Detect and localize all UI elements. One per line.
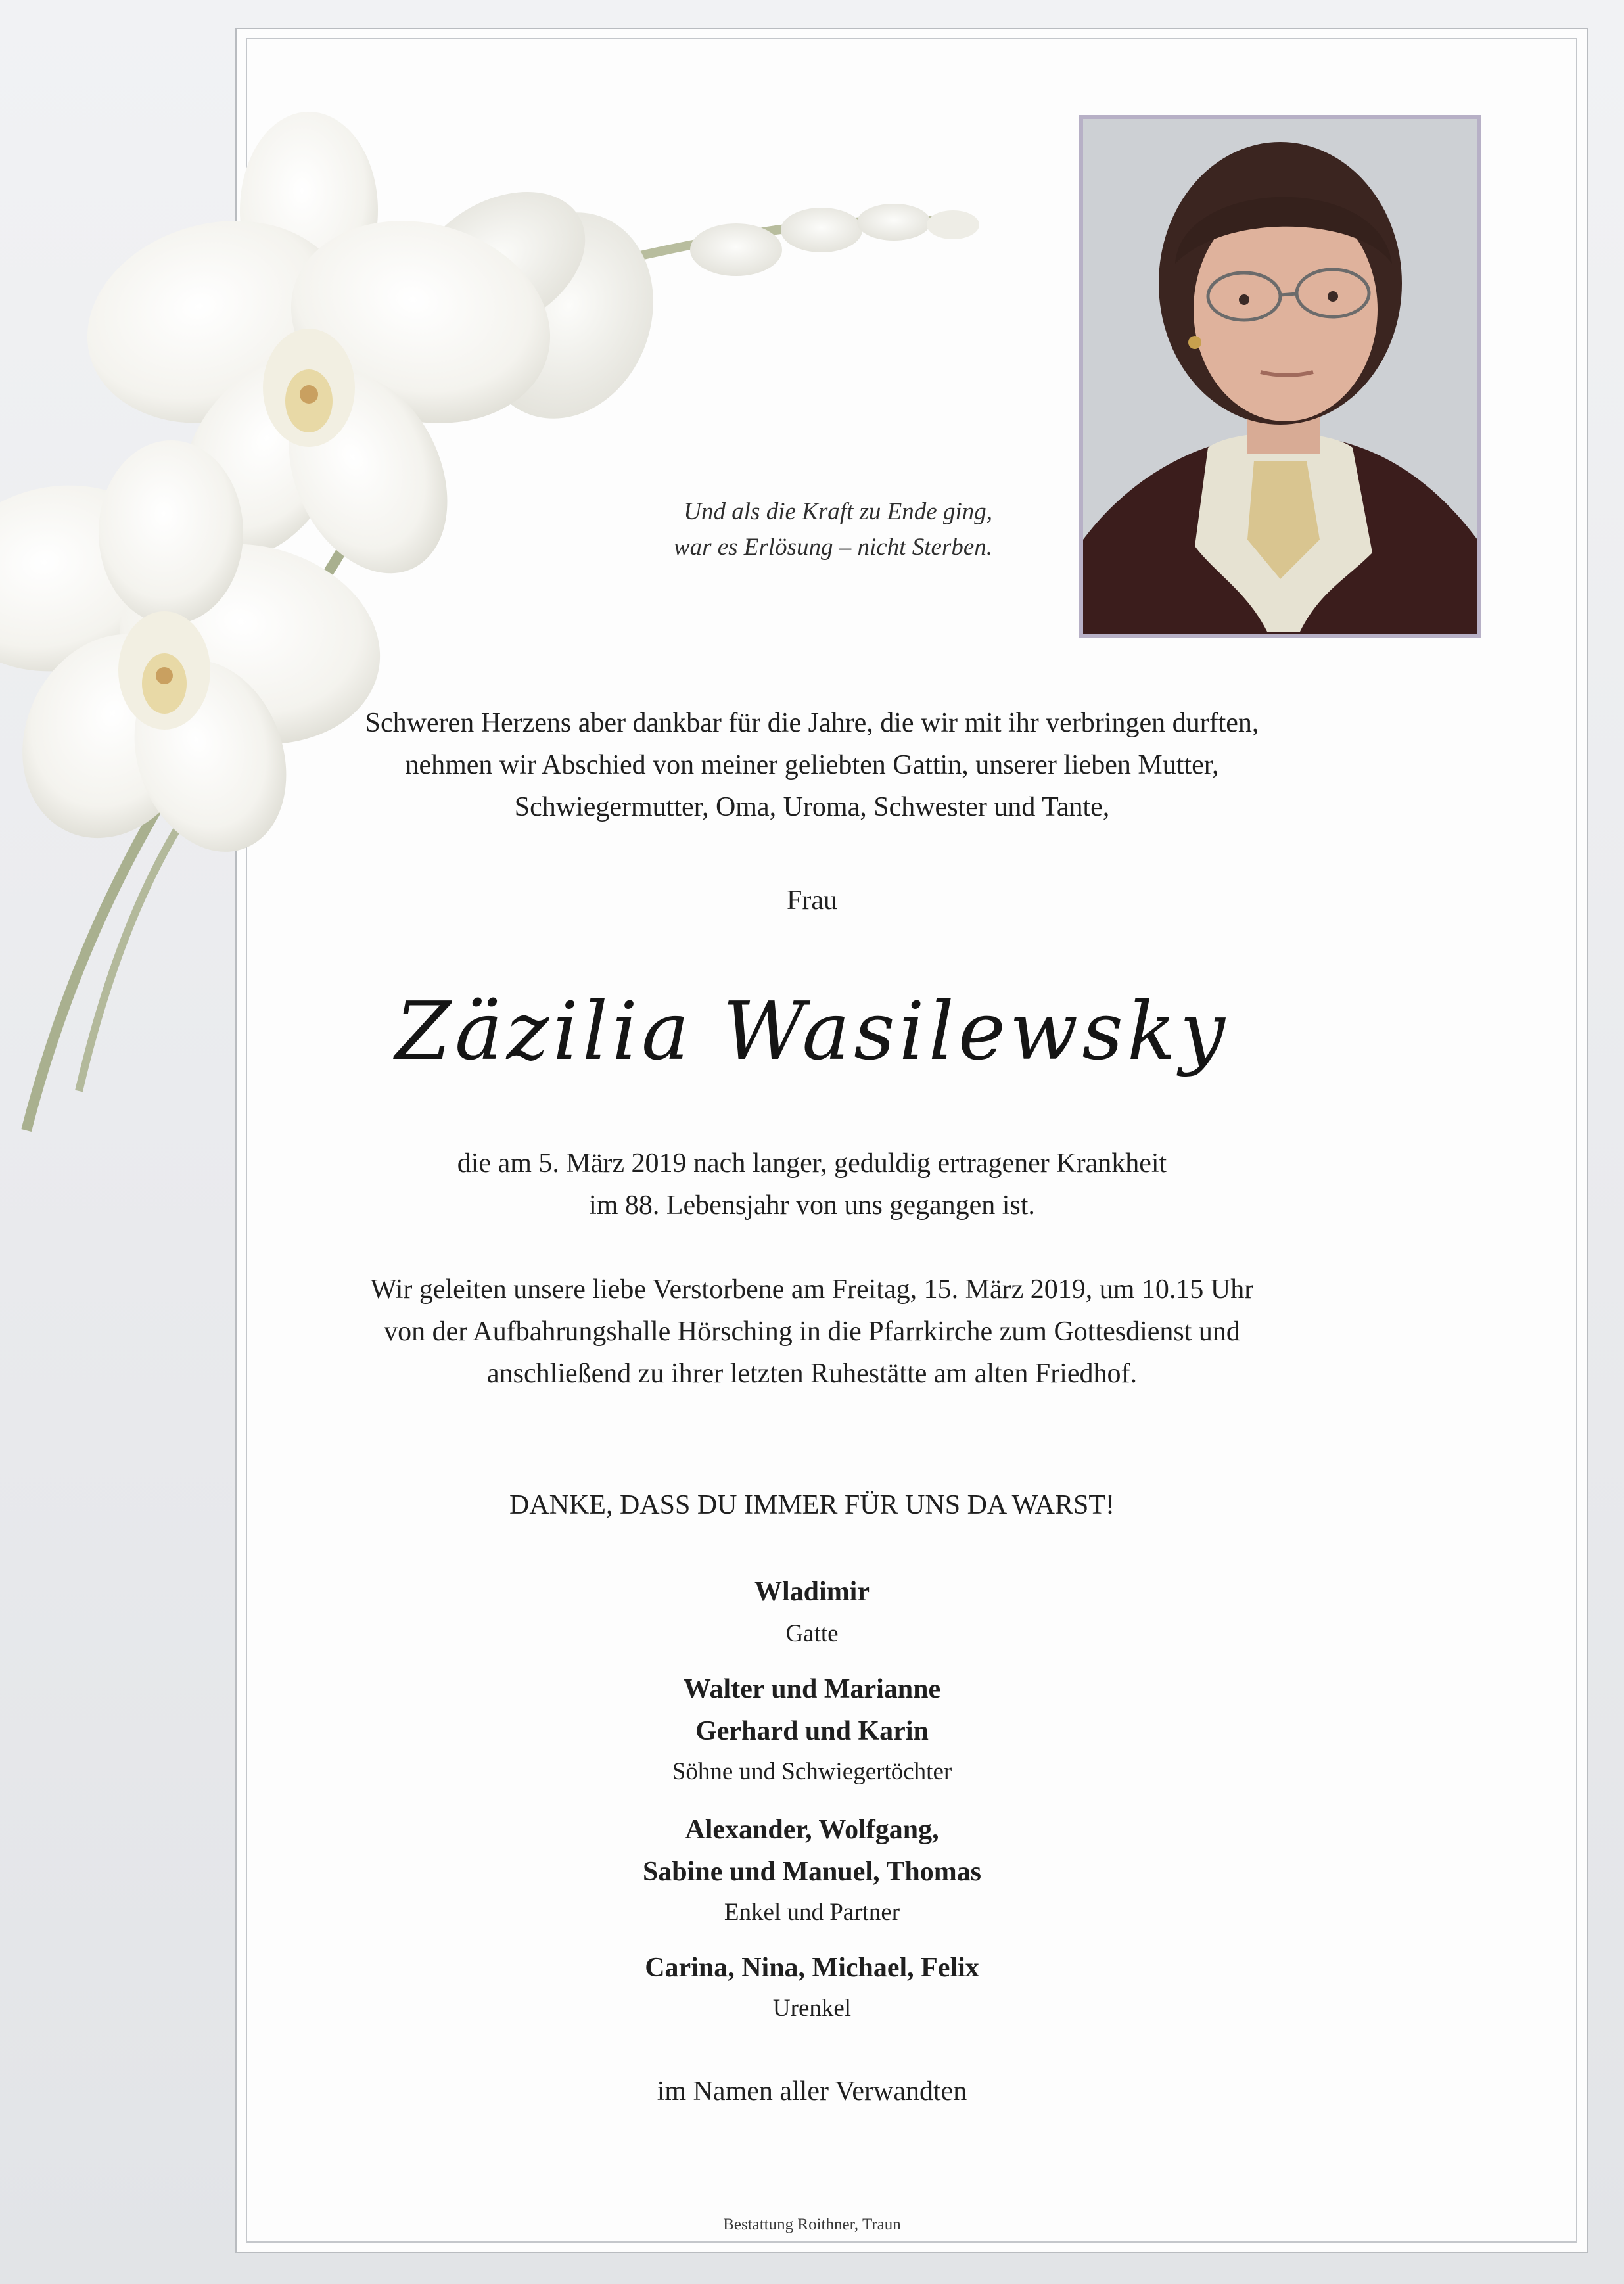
funeral-home-footer: Bestattung Roithner, Traun bbox=[723, 2216, 901, 2233]
mourner-name: Gerhard und Karin bbox=[695, 1716, 929, 1746]
intro-text-line: Schweren Herzens aber dankbar für die Jahre, die wir mit ihr verbringen durften, bbox=[365, 708, 1259, 738]
funeral-info-line: anschließend zu ihrer letzten Ruhestätte am alten Friedhof. bbox=[487, 1359, 1137, 1389]
mourner-role: Gatte bbox=[785, 1620, 839, 1647]
thanks-line: DANKE, DASS DU IMMER FÜR UNS DA WARST! bbox=[509, 1490, 1115, 1520]
intro-text-line: Schwiegermutter, Oma, Uroma, Schwester und Tante, bbox=[514, 792, 1110, 822]
funeral-info-line: von der Aufbahrungshalle Hörsching in die Pfarrkirche zum Gottesdienst und bbox=[384, 1317, 1240, 1347]
salutation: Frau bbox=[787, 885, 837, 916]
mourner-role: Söhne und Schwiegertöchter bbox=[672, 1758, 952, 1785]
death-info-line: im 88. Lebensjahr von uns gegangen ist. bbox=[589, 1190, 1035, 1221]
mourner-name: Carina, Nina, Michael, Felix bbox=[645, 1953, 979, 1983]
mourner-name: Walter und Marianne bbox=[683, 1674, 941, 1704]
death-info-line: die am 5. März 2019 nach langer, geduldig ertragener Krankheit bbox=[457, 1148, 1167, 1178]
mourner-name: Sabine und Manuel, Thomas bbox=[642, 1857, 982, 1887]
closing-line: im Namen aller Verwandten bbox=[657, 2076, 967, 2107]
portrait-photo bbox=[1079, 115, 1481, 638]
quote-line: Und als die Kraft zu Ende ging, bbox=[684, 498, 992, 525]
quote-line: war es Erlösung – nicht Sterben. bbox=[673, 534, 992, 561]
mourner-role: Enkel und Partner bbox=[724, 1899, 900, 1926]
mourner-name: Wladimir bbox=[754, 1577, 870, 1607]
funeral-info-line: Wir geleiten unsere liebe Verstorbene am Freitag, 15. März 2019, um 10.15 Uhr bbox=[370, 1274, 1254, 1305]
intro-text-line: nehmen wir Abschied von meiner geliebten Gattin, unserer lieben Mutter, bbox=[405, 750, 1219, 780]
deceased-name: Zäzilia Wasilewsky bbox=[395, 985, 1229, 1078]
mourner-name: Alexander, Wolfgang, bbox=[685, 1815, 939, 1845]
mourner-role: Urenkel bbox=[772, 1995, 852, 2022]
quote bbox=[526, 494, 992, 565]
